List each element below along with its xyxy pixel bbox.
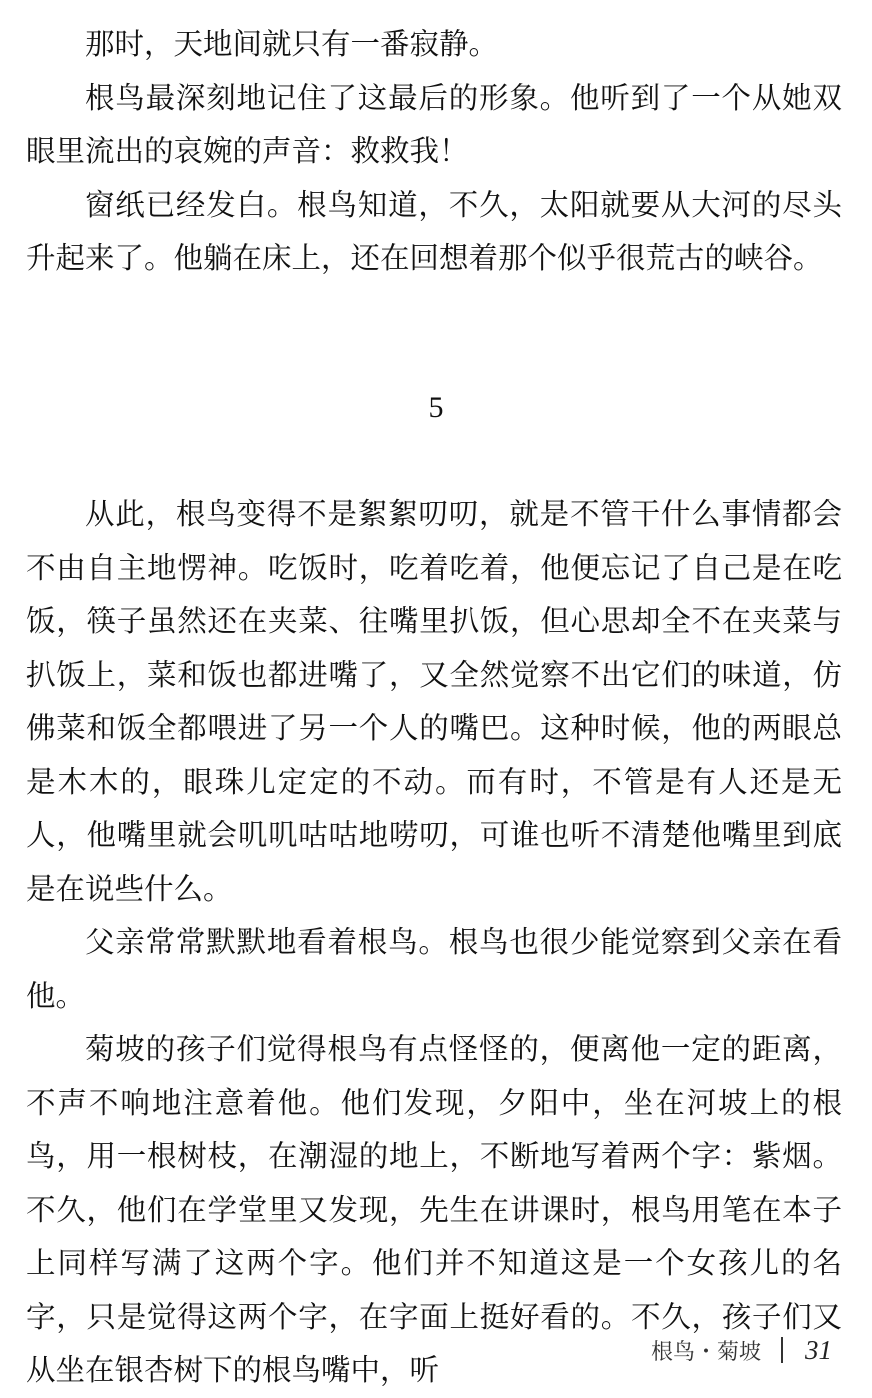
paragraph: 根鸟最深刻地记住了这最后的形象。他听到了一个从她双眼里流出的哀婉的声音：救救我！: [26, 80, 842, 168]
page-footer: [651, 1328, 832, 1372]
paragraph: 窗纸已经发白。根鸟知道，不久，太阳就要从大河的尽头升起来了。他躺在床上，还在回想着那个似乎很荒古的峡谷。: [26, 187, 842, 275]
top-text-block: [26, 18, 842, 286]
running-title: 根鸟・菊坡: [650, 1339, 761, 1365]
paragraph: 菊坡的孩子们觉得根鸟有点怪怪的，便离他一定的距离，不声不响地注意着他。他们发现，夕阳中，坐在河坡上的根鸟，用一根树枝，在潮湿的地上，不断地写着两个字：紫烟。不久，他们在学堂里又发现，先生在讲课时，根鸟用笔在本子上同样写满了这两个字。他们并不知道这是一个女孩儿的名字，只是觉得这两个字，在字面上挺好看的。不久，孩子们又从坐在银杏树下的根鸟嘴中，听: [26, 1032, 842, 1387]
paragraph: 从此，根鸟变得不是絮絮叨叨，就是不管干什么事情都会不由自主地愣神。吃饭时，吃着吃着，他便忘记了自己是在吃饭，筷子虽然还在夹菜、往嘴里扒饭，但心思却全不在夹菜与扒饭上，菜和饭也都进嘴了，又全然觉察不出它们的味道，仿佛菜和饭全都喂进了另一个人的嘴巴。这种时候，他的两眼总是木木的，眼珠儿定定的不动。而有时，不管是有人还是无人，他嘴里就会叽叽咕咕地唠叨，可谁也听不清楚他嘴里到底是在说些什么。: [26, 497, 842, 906]
paragraph: 父亲常常默默地看着根鸟。根鸟也很少能觉察到父亲在看他。: [26, 925, 842, 1013]
footer-divider: [781, 1337, 783, 1363]
chapter-number: 5: [428, 391, 444, 424]
page-number: 31: [805, 1334, 832, 1365]
paragraph: 那时，天地间就只有一番寂静。: [85, 27, 499, 61]
chapter-text-block: [26, 488, 842, 1398]
